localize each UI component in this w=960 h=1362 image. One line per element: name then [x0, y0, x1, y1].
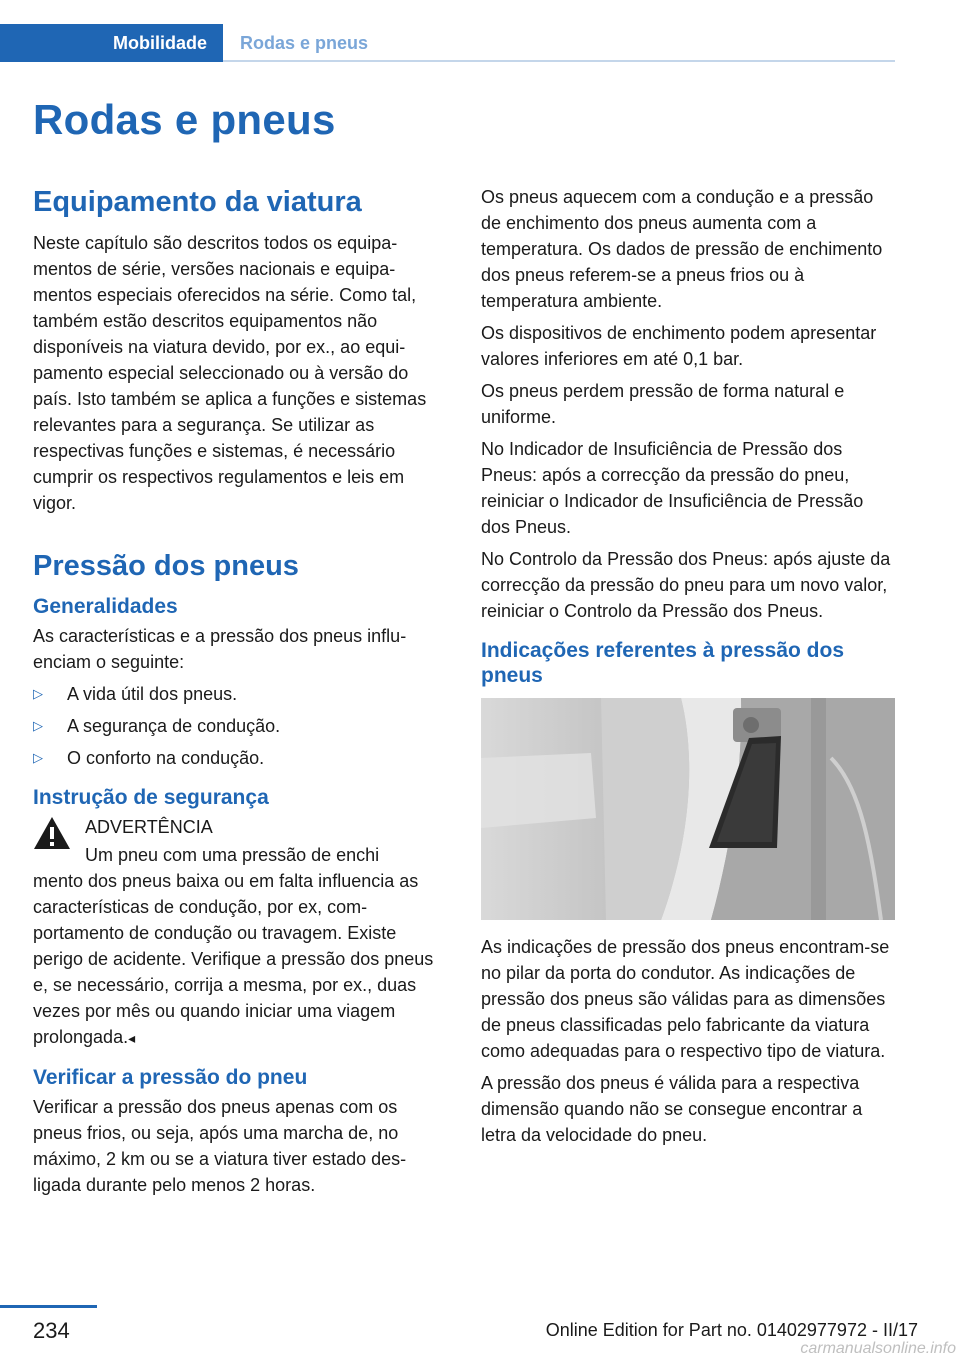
triangle-bullet-icon: ▷: [33, 686, 43, 701]
general-text: As características e a pressão dos pneus influenciam o seguinte:: [33, 626, 407, 672]
equipment-heading: Equipamento da viatura: [33, 186, 362, 218]
paragraph-validity: A pressão dos pneus é válida para a respectiva dimensão quando não se consegue encontrar a letra da velocidade do pneu.: [481, 1073, 863, 1145]
list-item-text: A segurança de condução.: [67, 716, 281, 736]
tab-rodas-e-pneus[interactable]: Rodas e pneus: [240, 32, 369, 53]
warning-first-line: Um pneu com uma pressão de enchi: [85, 845, 380, 865]
equipment-text: Neste capítulo são descritos todos os equipamentos de série, versões nacionais e equipamentos especiais oferecidos na série. Como tal, também estão descritos equipamentos não disponíveis na viatura devido, por ex., ao equipamento especial seleccionado ou à versão do país. Isto também se aplica a funções e sistemas relevantes para a segurança. Se utilizar as respectivas funções e sistemas, é necessário cumprir os respectivos regulamentos e leis em vigor.: [33, 233, 427, 513]
list-item-text: O conforto na condução.: [67, 748, 265, 768]
warning-title: ADVERTÊNCIA: [85, 817, 213, 837]
general-heading: Generalidades: [33, 595, 178, 618]
safety-heading: Instrução de segurança: [33, 786, 269, 809]
page-number: 234: [33, 1318, 70, 1343]
triangle-bullet-icon: ▷: [33, 718, 43, 733]
warning-text: [33, 842, 447, 1051]
tab-divider: [223, 60, 895, 62]
edition-text: Online Edition for Part no. 01402977972 - II/17: [545, 1320, 918, 1340]
watermark: carmanualsonline.info: [800, 1340, 956, 1357]
paragraph-control: No Controlo da Pressão dos Pneus: após ajuste da correcção da pressão do pneu para um novo valor, reiniciar o Controlo da Pressão dos Pneus.: [481, 549, 891, 621]
right-column: [481, 184, 895, 1154]
check-pressure-text: Verificar a pressão dos pneus apenas com os pneus frios, ou seja, após uma marcha de, no máximo, 2 km ou se a viatura tiver estado desligada durante pelo menos 2 horas.: [33, 1097, 407, 1195]
left-column: [33, 184, 447, 1204]
tire-pressure-heading: Pressão dos pneus: [33, 550, 299, 582]
end-mark: ◂: [128, 1030, 136, 1046]
paragraph-loss: Os pneus perdem pressão de forma natural e uniforme.: [481, 381, 845, 427]
list-item: [33, 745, 447, 771]
page-title: Rodas e pneus: [33, 96, 336, 143]
check-pressure-heading: Verificar a pressão do pneu: [33, 1066, 308, 1089]
warning-rest: mento dos pneus baixa ou em falta influencia as características de condução, por ex, comportamento de condução ou travagem. Existe perigo de acidente. Verifique a pressão dos pneus e, se necessário, corrija a mesma, por ex., duas vezes por mês ou quando iniciar uma viagem prolongada.: [33, 871, 434, 1047]
warning-icon: [33, 816, 71, 850]
bullet-list: [33, 681, 447, 771]
indications-heading: Indicações referentes à pressão dos pneus: [481, 639, 844, 687]
triangle-bullet-icon: ▷: [33, 750, 43, 765]
warning-block: [33, 814, 447, 1051]
footer-line: [0, 1305, 97, 1308]
list-item: [33, 681, 447, 707]
paragraph-heat: Os pneus aquecem com a condução e a pressão de enchimento dos pneus aumenta com a temperatura. Os dados de pressão de enchimento dos pneus referem-se a pneus frios ou à temperatura ambiente.: [481, 187, 883, 311]
paragraph-indicator: No Indicador de Insuficiência de Pressão dos Pneus: após a correcção da pressão do pneu, reiniciar o Indicador de Insuficiência de Pressão dos Pneus.: [481, 439, 864, 537]
door-pillar-photo: [481, 698, 895, 920]
tab-mobilidade[interactable]: Mobilidade: [0, 24, 223, 62]
header-tabbar: [0, 24, 895, 62]
list-item-text: A vida útil dos pneus.: [67, 684, 238, 704]
paragraph-location: As indicações de pressão dos pneus encontram-se no pilar da porta do condutor. As indicações de pressão dos pneus são válidas para as dimensões de pneus classificadas pelo fabricante da viatura como adequadas para o respectivo tipo de viatura.: [481, 937, 890, 1061]
list-item: [33, 713, 447, 739]
paragraph-devices: Os dispositivos de enchimento podem apresentar valores inferiores em até 0,1 bar.: [481, 323, 877, 369]
